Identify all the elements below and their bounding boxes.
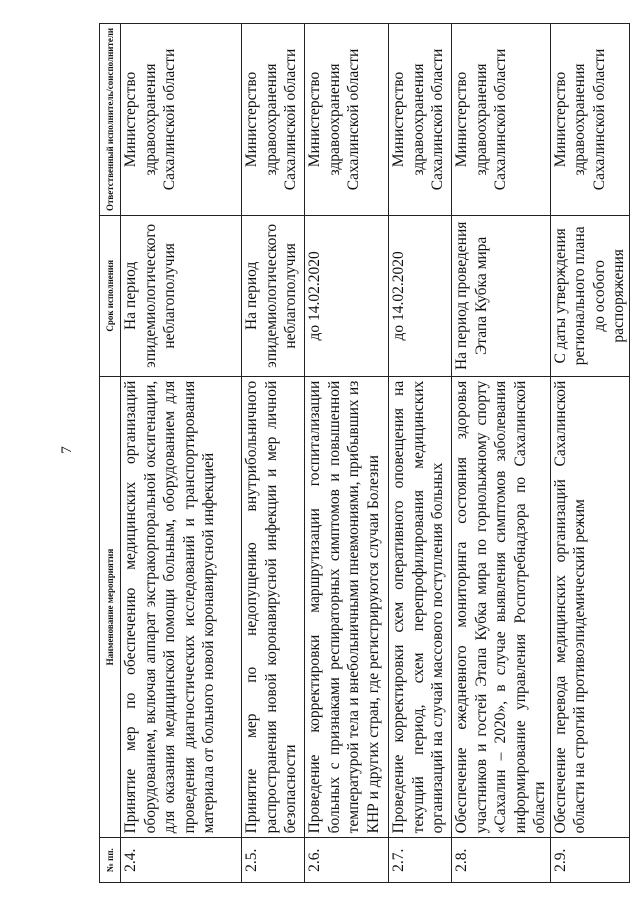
- row-name: Принятие мер по обеспечению медицинских организаций оборудованием, включая аппарат экстракорпоральной оксигенации, для оказания медицинской помощи больным, оборудованием для проведения диагностических исследований и транспортирования материала от больного новой коронавирусной инфекцией: [121, 376, 242, 838]
- row-term: С даты утверждения регионального плана до особого распоряжения: [550, 215, 629, 376]
- row-num: 2.7.: [389, 838, 452, 883]
- table-row: [550, 24, 629, 883]
- table-row: [305, 24, 389, 883]
- row-name: Обеспечение ежедневного мониторинга состояния здоровья участников и гостей Этапа Кубка мира по горнолыжному спорту «Сахалин – 2020», в случае выявления симптомов заболевания информирование управления Роспотребнадзора по Сахалинской области: [452, 376, 551, 838]
- table-header-row: [100, 24, 121, 883]
- table-row: [389, 24, 452, 883]
- row-name: Обеспечение перевода медицинских организаций Сахалинской области на строгий противоэпидемический режим: [550, 376, 629, 838]
- header-term: Срок исполнения: [100, 215, 121, 376]
- row-name: Проведение корректировки схем оперативного оповещения на текущий период, схем перепрофилирования медицинских организаций на случай массового поступления больных: [389, 376, 452, 838]
- row-num: 2.4.: [121, 838, 242, 883]
- rotated-table-container: [99, 23, 629, 883]
- row-term: до 14.02.2020: [305, 215, 389, 376]
- row-responsible: Министерство здравоохранения Сахалинской области: [305, 24, 389, 216]
- row-responsible: Министерство здравоохранения Сахалинской области: [242, 24, 305, 216]
- measures-table: [99, 23, 630, 883]
- row-responsible: Министерство здравоохранения Сахалинской области: [389, 24, 452, 216]
- row-name: Проведение корректировки маршрутизации госпитализации больных с признаками респираторных симптомов и повышенной температурой тела и внебольничными пневмониями, прибывших из КНР и других стран, где регистрируются случаи Болезни: [305, 376, 389, 838]
- row-term: до 14.02.2020: [389, 215, 452, 376]
- header-name: Наименование мероприятия: [100, 376, 121, 838]
- table-row: [121, 24, 242, 883]
- row-name: Принятие мер по недопущению внутрибольничного распространения новой коронавирусной инфекции и мер личной безопасности: [242, 376, 305, 838]
- row-num: 2.5.: [242, 838, 305, 883]
- row-term: На период проведения Этапа Кубка мира: [452, 215, 551, 376]
- header-responsible: Ответственный исполнитель/соисполнители: [100, 24, 121, 216]
- row-term: На период эпидемиологического неблагополучия: [121, 215, 242, 376]
- page-number: 7: [59, 446, 75, 454]
- row-responsible: Министерство здравоохранения Сахалинской области: [550, 24, 629, 216]
- row-term: На период эпидемиологического неблагополучия: [242, 215, 305, 376]
- row-responsible: Министерство здравоохранения Сахалинской области: [121, 24, 242, 216]
- row-num: 2.9.: [550, 838, 629, 883]
- row-responsible: Министерство здравоохранения Сахалинской области: [452, 24, 551, 216]
- header-num: № пп.: [100, 838, 121, 883]
- row-num: 2.6.: [305, 838, 389, 883]
- table-row: [452, 24, 551, 883]
- row-num: 2.8.: [452, 838, 551, 883]
- table-row: [242, 24, 305, 883]
